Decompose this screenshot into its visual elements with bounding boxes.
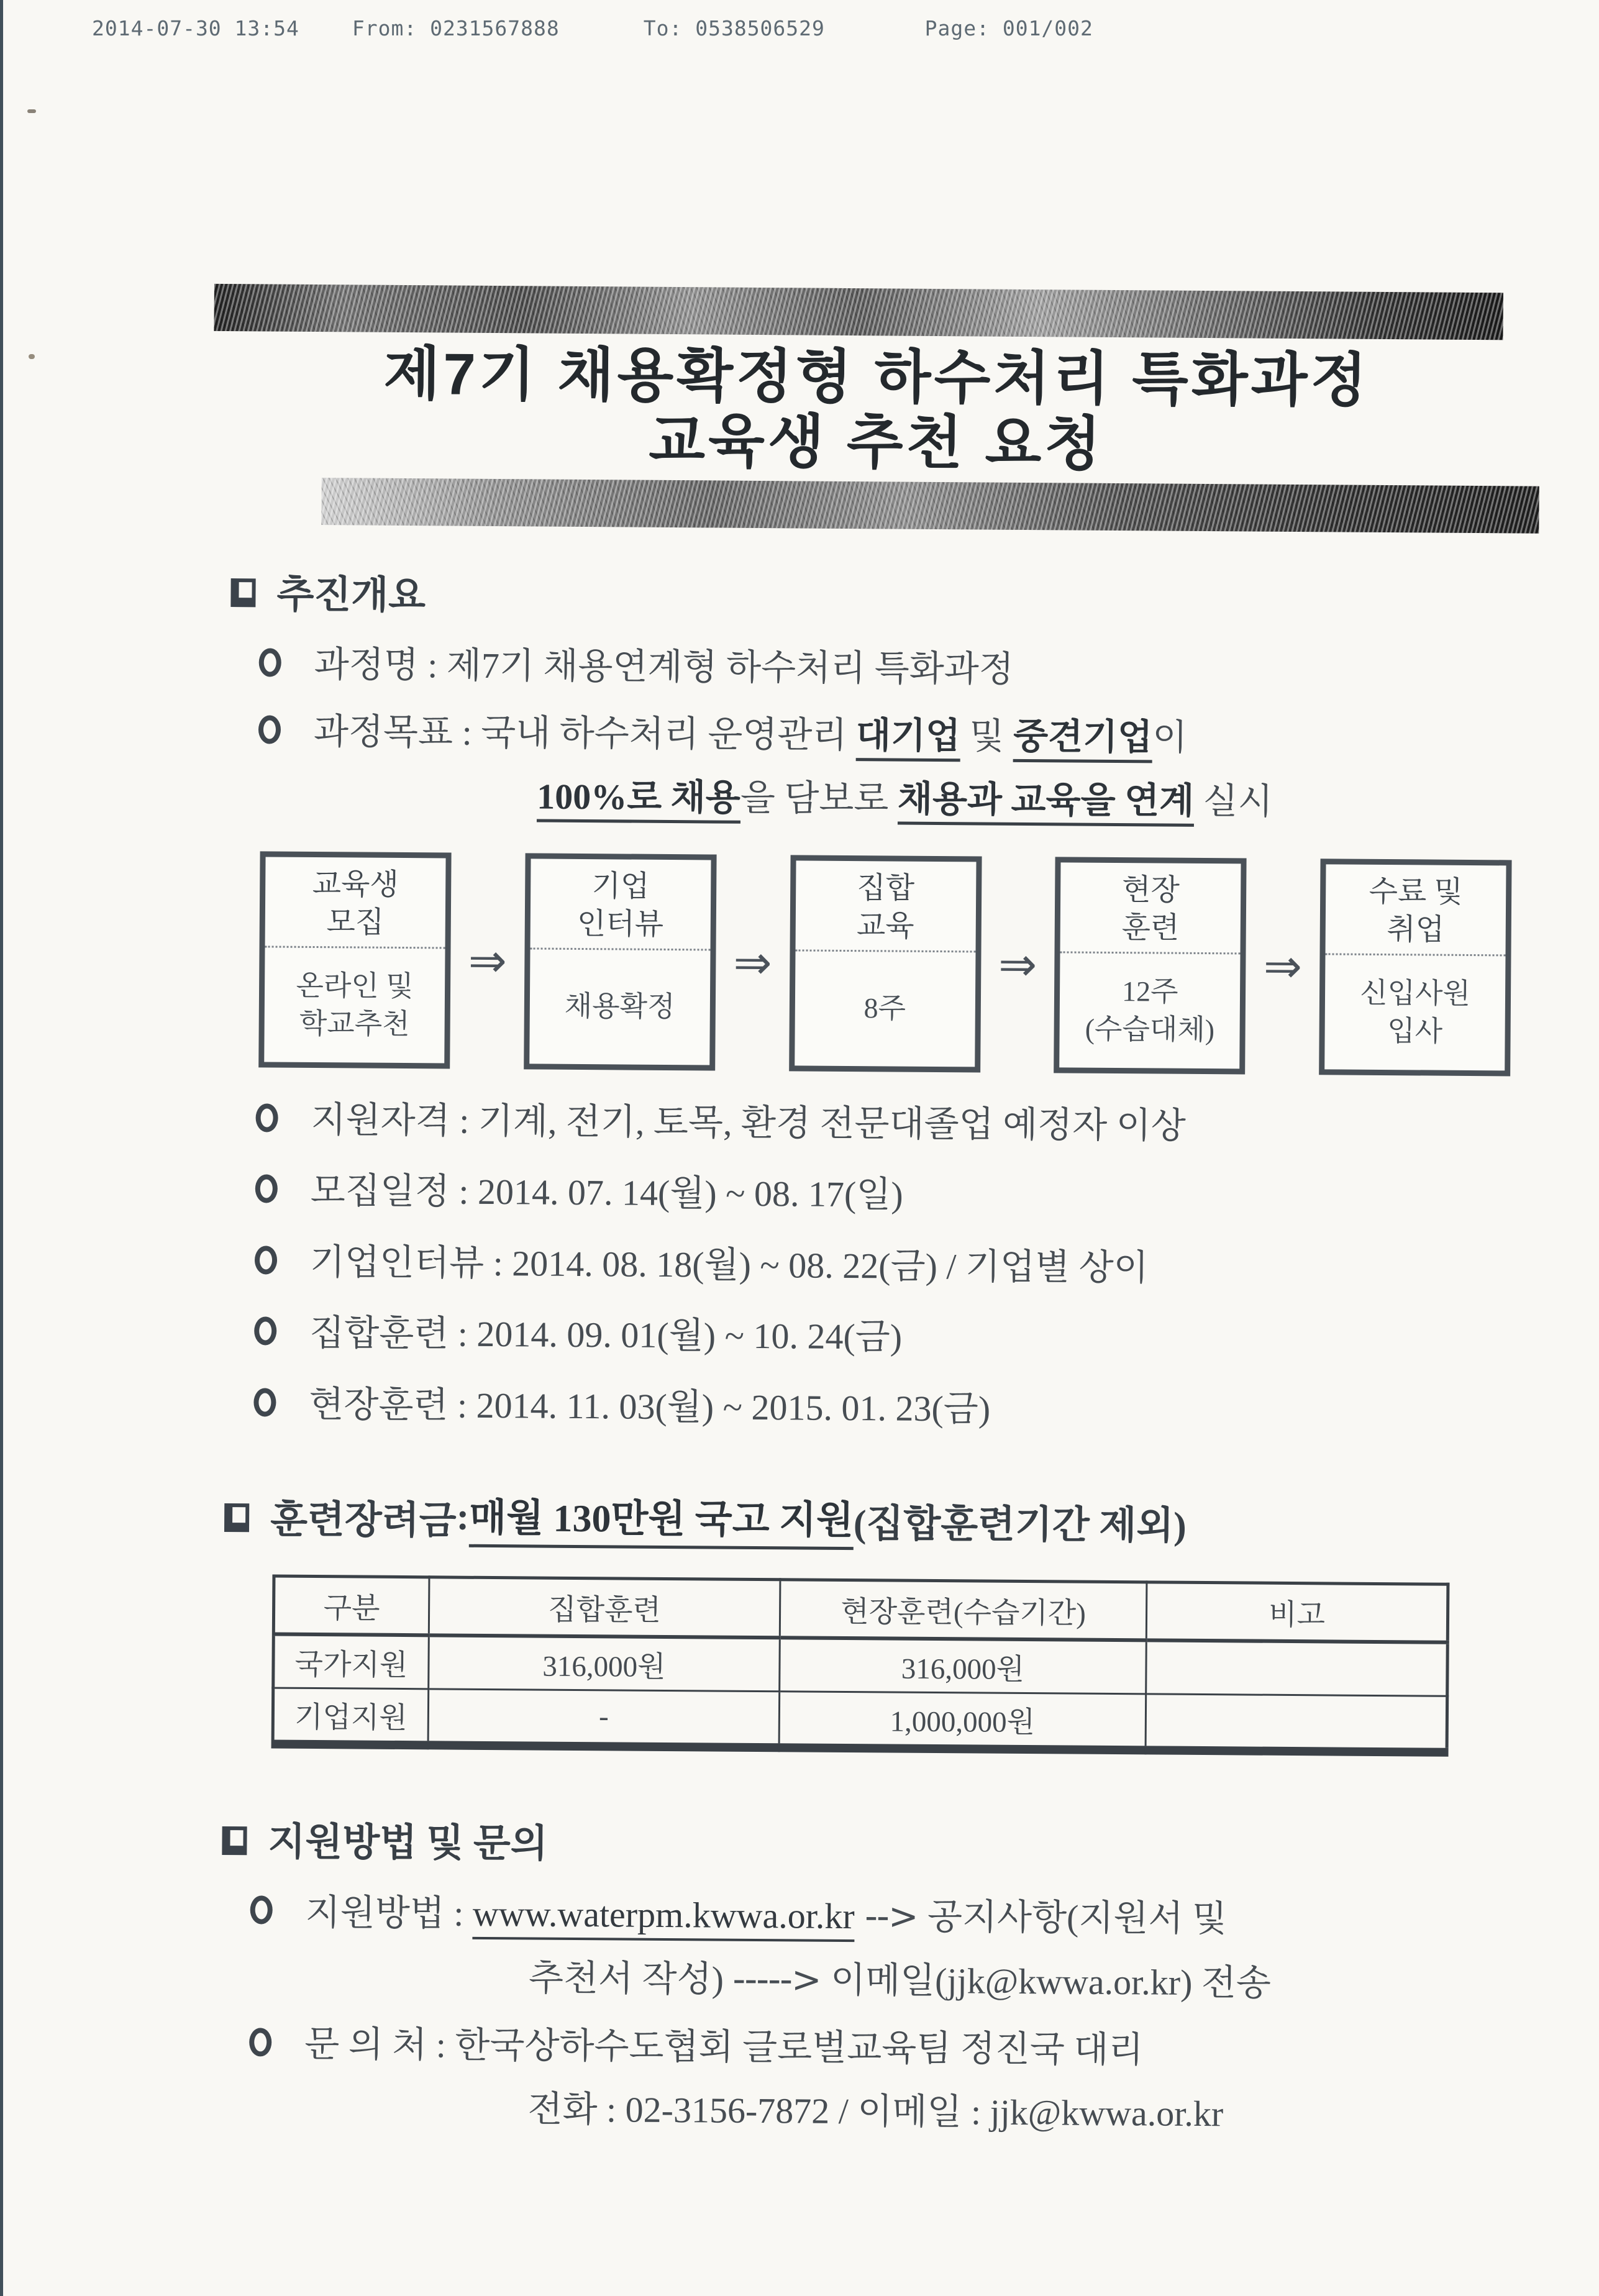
section-heading-text: 훈련장려금	[270, 1498, 457, 1542]
flow-step-group-training	[789, 855, 982, 1072]
table-cell	[1146, 1640, 1448, 1696]
table-cell	[1146, 1694, 1447, 1752]
table-cell: 기업지원	[273, 1688, 429, 1745]
arrow-text: -->	[854, 1895, 928, 1938]
table-cell: 국가지원	[273, 1634, 429, 1689]
allowance-emphasis: 매월 130만원 국고 지원	[469, 1487, 854, 1550]
circle-bullet-icon	[254, 1316, 276, 1345]
arrow-text: ----->	[732, 1958, 831, 2002]
checkbox-icon	[224, 1503, 249, 1532]
flow-arrow-icon: ⇒	[733, 936, 772, 990]
table-row-company-support	[273, 1688, 1447, 1752]
bullet-qualification	[227, 1098, 1525, 1150]
flow-step-detail: 채용확정	[564, 990, 675, 1023]
colon: :	[456, 1495, 470, 1538]
flow-step-detail: 8주	[863, 992, 906, 1025]
bullet-course-goal	[230, 710, 1528, 762]
course-goal-text: 및	[960, 716, 1014, 757]
flow-step-title: 기업 인터뷰	[530, 859, 711, 950]
table-cell: -	[428, 1689, 780, 1747]
contact-organization-text: 한국상하수도협회 글로벌교육팀 정진국 대리	[455, 2025, 1144, 2070]
document-body	[220, 563, 1529, 2138]
section-allowance-heading	[224, 1485, 1523, 1555]
course-goal-emphasis-100-percent: 100%로 채용	[537, 777, 740, 824]
flow-arrow-icon: ⇒	[998, 937, 1037, 991]
circle-bullet-icon	[250, 1895, 273, 1924]
title-halftone-bar-bottom	[321, 478, 1539, 534]
flow-step-title: 수료 및 취업	[1325, 864, 1506, 956]
circle-bullet-icon	[255, 1103, 278, 1132]
circle-bullet-icon	[258, 715, 281, 744]
schedule-text: 현장훈련 : 2014. 11. 03(월) ~ 2015. 01. 23(금)	[309, 1383, 991, 1429]
flow-step-detail: 온라인 및 학교추천	[296, 969, 414, 1040]
schedule-text: 지원자격 : 기계, 전기, 토목, 환경 전문대졸업 예정자 이상	[311, 1099, 1187, 1146]
course-name-label: 과정명	[314, 644, 419, 685]
bullet-contact	[221, 2023, 1519, 2074]
section-apply-heading	[222, 1810, 1521, 1875]
fax-page-count: Page: 001/002	[924, 16, 1093, 40]
circle-bullet-icon	[253, 1388, 276, 1416]
flow-arrow-icon: ⇒	[1263, 939, 1303, 993]
allowance-table	[271, 1575, 1450, 1757]
course-goal-emphasis-link: 채용과 교육을 연계	[898, 779, 1195, 827]
course-goal-text: 이	[1152, 717, 1188, 758]
allowance-note: (집합훈련기간 제외)	[853, 1502, 1187, 1547]
course-goal-text: 국내 하수처리 운영관리	[480, 712, 857, 756]
table-cell: 1,000,000원	[779, 1692, 1146, 1751]
contact-label: 문 의 처	[304, 2023, 427, 2066]
apply-method-text: 공지사항(지원서 및	[927, 1896, 1228, 1939]
apply-email-text: 이메일(jjk@kwwa.or.kr) 전송	[830, 1960, 1272, 2004]
colon: :	[418, 644, 447, 686]
circle-bullet-icon	[249, 2028, 271, 2056]
checkbox-icon	[222, 1826, 247, 1855]
flow-step-interview	[524, 853, 716, 1070]
document-title-line2: 교육생 추천 요청	[648, 408, 1105, 477]
website-url-text: www.waterpm.kwwa.or.kr	[473, 1893, 855, 1942]
flow-step-field-training	[1054, 857, 1246, 1074]
title-halftone-bar-top	[214, 284, 1503, 340]
course-goal-emphasis-mid-company: 중견기업	[1013, 716, 1153, 763]
circle-bullet-icon	[255, 1175, 278, 1203]
apply-method-label: 지원방법	[305, 1892, 445, 1934]
flow-step-recruit	[258, 851, 451, 1068]
course-name-value: 제7기 채용연계형 하수처리 특화과정	[446, 645, 1014, 690]
fax-to-number: To: 0538506529	[643, 16, 825, 40]
scan-speck	[27, 109, 36, 113]
table-header-group-training: 집합훈련	[429, 1577, 780, 1638]
section-heading-text: 지원방법 및 문의	[268, 1821, 548, 1866]
schedule-text: 집합훈련 : 2014. 09. 01(월) ~ 10. 24(금)	[309, 1313, 903, 1357]
schedule-text: 모집일정 : 2014. 07. 14(월) ~ 08. 17(일)	[310, 1170, 903, 1215]
fax-header	[92, 16, 1093, 40]
fax-from-number: From: 0231567888	[352, 16, 560, 40]
contact-phone-email-text: 전화 : 02-3156-7872 / 이메일 : jjk@kwwa.or.kr	[527, 2089, 1224, 2134]
table-cell: 316,000원	[780, 1638, 1147, 1694]
schedule-text: 기업인터뷰 : 2014. 08. 18(월) ~ 08. 22(금) / 기업별 상이	[309, 1241, 1149, 1288]
table-header-note: 비고	[1146, 1582, 1448, 1642]
circle-bullet-icon	[255, 1246, 277, 1274]
flow-step-title: 집합 교육	[795, 860, 976, 952]
bullet-field-training-period	[225, 1383, 1523, 1434]
course-goal-label: 과정목표	[313, 711, 453, 753]
contact-phone-email-line	[220, 2086, 1518, 2138]
table-header-category: 구분	[273, 1576, 429, 1635]
table-cell: 316,000원	[429, 1635, 780, 1691]
bullet-course-name	[230, 643, 1528, 695]
flow-step-detail: 신입사원 입사	[1360, 977, 1471, 1047]
flow-step-title: 현장 훈련	[1060, 862, 1241, 954]
bullet-apply-method	[221, 1890, 1519, 1943]
table-header-field-training: 현장훈련(수습기간)	[780, 1580, 1147, 1641]
fax-datetime: 2014-07-30 13:54	[92, 16, 299, 40]
course-goal-emphasis-large-company: 대기업	[856, 715, 961, 762]
apply-method-line2	[221, 1954, 1519, 2007]
checkbox-icon	[230, 578, 255, 607]
bullet-group-training-period	[226, 1311, 1524, 1363]
course-goal-text: 실시	[1193, 781, 1273, 822]
schedule-list	[225, 1098, 1526, 1434]
bullet-recruit-period	[227, 1169, 1525, 1221]
document-title-line1: 제7기 채용확정형 하수처리 특화과정	[383, 340, 1370, 413]
table-row-national-support	[273, 1634, 1448, 1697]
flow-arrow-icon: ⇒	[468, 934, 508, 988]
flow-step-employment	[1319, 859, 1511, 1076]
bullet-interview-period	[226, 1241, 1524, 1292]
process-flow-diagram	[258, 851, 1511, 1076]
course-goal-text: 을 담보로	[740, 778, 898, 819]
apply-method-text: 추천서 작성)	[528, 1957, 733, 2000]
colon: :	[427, 2025, 455, 2066]
flow-step-title: 교육생 모집	[265, 857, 446, 949]
table-header-row	[273, 1576, 1448, 1642]
colon: :	[452, 712, 481, 753]
colon: :	[444, 1893, 473, 1934]
circle-bullet-icon	[259, 648, 281, 676]
flow-step-detail: 12주 (수습대체)	[1085, 975, 1215, 1046]
section-heading-text: 추진개요	[276, 573, 426, 617]
document-page	[0, 282, 1599, 2138]
section-overview-heading	[230, 563, 1529, 627]
course-goal-line2	[229, 773, 1528, 825]
